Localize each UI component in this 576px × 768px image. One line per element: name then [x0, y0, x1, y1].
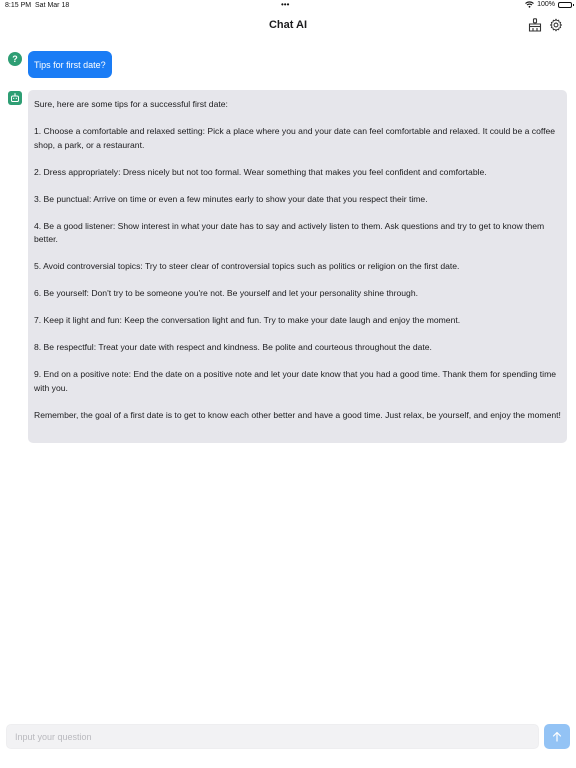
battery-percent: 100%	[537, 1, 555, 8]
status-time: 8:15 PM	[5, 2, 32, 9]
bot-paragraph: 9. End on a positive note: End the date on a positive note and let your date know that you had a good time. Thank them for spending time with you.	[34, 369, 557, 393]
user-message-bubble	[28, 51, 112, 78]
broom-icon	[528, 18, 542, 32]
bot-paragraph: Sure, here are some tips for a successful first date:	[34, 99, 228, 109]
bot-paragraph: 4. Be a good listener: Show interest in what your date has to say and actively listen to them. Ask questions and try to get to know them better.	[34, 220, 545, 244]
bot-message-bubble	[28, 90, 567, 443]
status-right	[525, 1, 572, 8]
arrow-up-icon	[552, 731, 562, 742]
battery-icon	[558, 2, 572, 8]
question-mark-icon: ?	[12, 54, 18, 64]
bot-paragraph: 6. Be yourself: Don't try to be someone you're not. Be yourself and let your personality shine through.	[34, 288, 419, 298]
bot-avatar	[8, 91, 22, 105]
wifi-icon	[525, 1, 534, 8]
gear-icon	[549, 18, 563, 32]
bot-paragraph: 2. Dress appropriately: Dress nicely but not too formal. Wear something that makes you feel confident and comfortable.	[34, 166, 487, 177]
bot-paragraph: 5. Avoid controversial topics: Try to steer clear of controversial topics such as politics or religion on the first date.	[34, 261, 460, 271]
bot-paragraph: 3. Be punctual: Arrive on time or even a few minutes early to show your date that you respect their time.	[34, 193, 428, 204]
question-input[interactable]	[15, 732, 530, 742]
bot-paragraph: 1. Choose a comfortable and relaxed setting: Pick a place where you and your date can feel comfortable and relaxed. It could be a coffee shop, a park, or a restaurant.	[34, 126, 556, 150]
send-button[interactable]	[544, 724, 570, 749]
user-message-text: Tips for first date?	[34, 59, 106, 70]
multitasking-dots-icon[interactable]: •••	[281, 0, 290, 9]
bot-paragraph: 8. Be respectful: Treat your date with respect and kindness. Be polite and courteous throughout the date.	[34, 342, 432, 352]
settings-button[interactable]	[548, 17, 564, 33]
user-avatar	[8, 52, 22, 66]
page-title: Chat AI	[268, 19, 308, 31]
nav-bar	[0, 14, 576, 38]
robot-icon	[10, 93, 20, 103]
status-date: Sat Mar 18	[35, 2, 70, 9]
status-bar	[0, 0, 576, 12]
clear-chat-button[interactable]	[527, 17, 543, 33]
bot-paragraph: Remember, the goal of a first date is to get to know each other better and have a good time. Just relax, be yourself, and enjoy the moment!	[34, 409, 561, 420]
bot-paragraph: 7. Keep it light and fun: Keep the conversation light and fun. Try to make your date laugh and enjoy the moment.	[34, 315, 461, 325]
question-input-container[interactable]	[6, 724, 539, 749]
